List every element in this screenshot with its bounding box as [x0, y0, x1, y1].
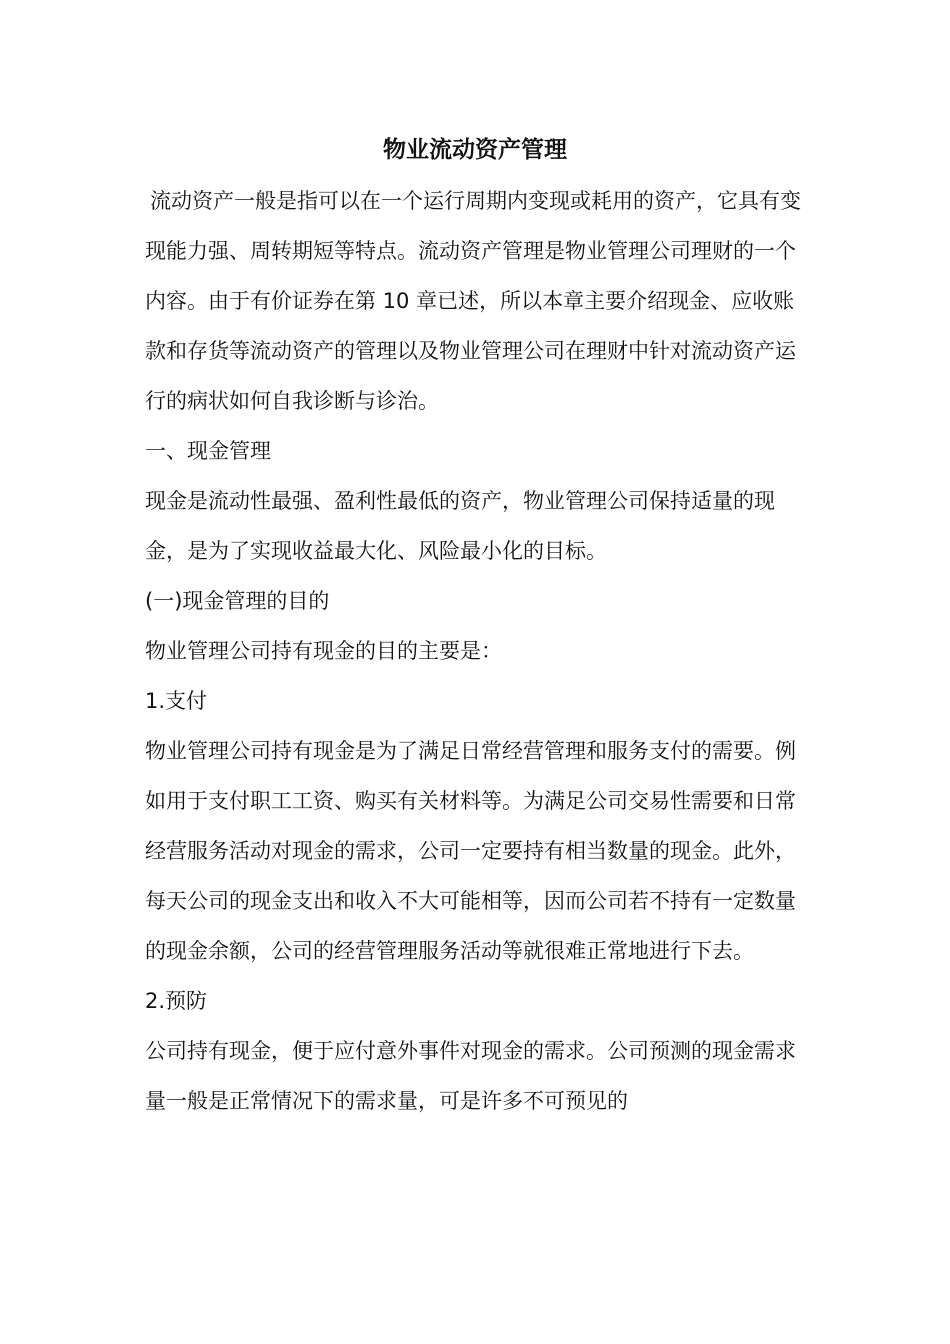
- subsection-heading-purpose: (一)现金管理的目的: [145, 589, 330, 613]
- document-body: [145, 176, 805, 1126]
- paragraph-payment: 物业管理公司持有现金是为了满足日常经营管理和服务支付的需要。例如用于支付职工工资、购买有关材料等。为满足公司交易性需要和日常经营服务活动对现金的需求，公司一定要持有相当数量的现金。此外，每天公司的现金支出和收入不大可能相等，因而公司若不持有一定数量的现金余额，公司的经营管理服务活动等就很难正常地进行下去。: [145, 739, 796, 963]
- item-heading-precaution: 2.预防: [145, 989, 208, 1013]
- section-heading-cash-management: 一、现金管理: [145, 439, 271, 463]
- document-title: 物业流动资产管理: [383, 137, 567, 163]
- paragraph-purpose-intro: 物业管理公司持有现金的目的主要是：: [145, 639, 502, 663]
- paragraph-precaution: 公司持有现金，便于应付意外事件对现金的需求。公司预测的现金需求量一般是正常情况下的需求量，可是许多不可预见的: [145, 1039, 796, 1113]
- paragraph-intro: 流动资产一般是指可以在一个运行周期内变现或耗用的资产，它具有变现能力强、周转期短等特点。流动资产管理是物业管理公司理财的一个内容。由于有价证券在第 10 章已述，所以本章主要介绍现金、应收账款和存货等流动资产的管理以及物业管理公司在理财中针对流动资产运行的病状如何自我诊断与诊治。: [145, 189, 801, 413]
- item-heading-payment: 1.支付: [145, 689, 208, 713]
- paragraph-cash-definition: 现金是流动性最强、盈利性最低的资产，物业管理公司保持适量的现金，是为了实现收益最大化、风险最小化的目标。: [145, 489, 775, 563]
